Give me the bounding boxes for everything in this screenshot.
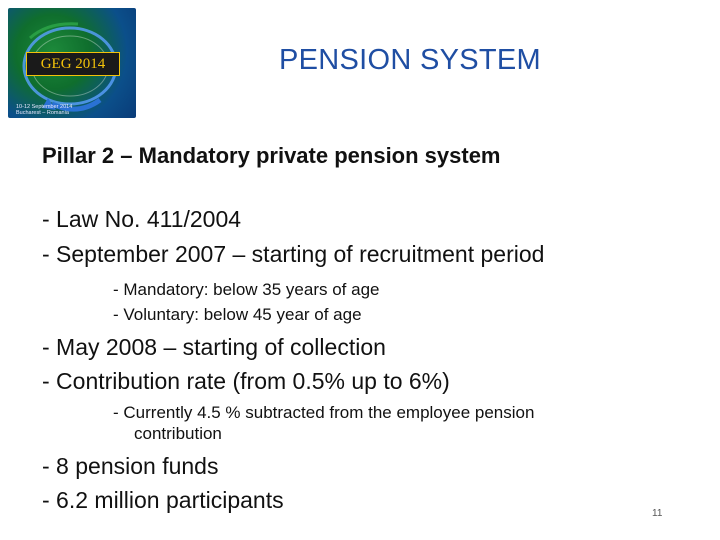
sub-bullet-currently-line1: - Currently 4.5 % subtracted from the employee pension	[113, 403, 535, 422]
sub-bullet-mandatory: - Mandatory: below 35 years of age	[113, 280, 380, 299]
bullet-law: - Law No. 411/2004	[42, 206, 242, 232]
sub-bullet-currently	[113, 402, 693, 444]
logo-title: GEG 2014	[26, 52, 120, 76]
bullet-pension-funds: - 8 pension funds	[42, 453, 219, 479]
bullet-contribution-rate: - Contribution rate (from 0.5% up to 6%)	[42, 368, 450, 394]
conference-logo	[8, 8, 136, 118]
sub-bullet-currently-line2: contribution	[134, 424, 222, 443]
logo-caption: 10-12 September 2014 Bucharest – Romania	[16, 104, 73, 116]
bullet-participants: - 6.2 million participants	[42, 487, 284, 513]
sub-bullet-voluntary: - Voluntary: below 45 year of age	[113, 305, 362, 324]
slide-title: PENSION SYSTEM	[278, 44, 542, 76]
page-number: 11	[652, 508, 663, 519]
slide-subtitle: Pillar 2 – Mandatory private pension system	[42, 143, 501, 168]
bullet-collection: - May 2008 – starting of collection	[42, 334, 386, 360]
bullet-recruitment: - September 2007 – starting of recruitment period	[42, 241, 545, 267]
